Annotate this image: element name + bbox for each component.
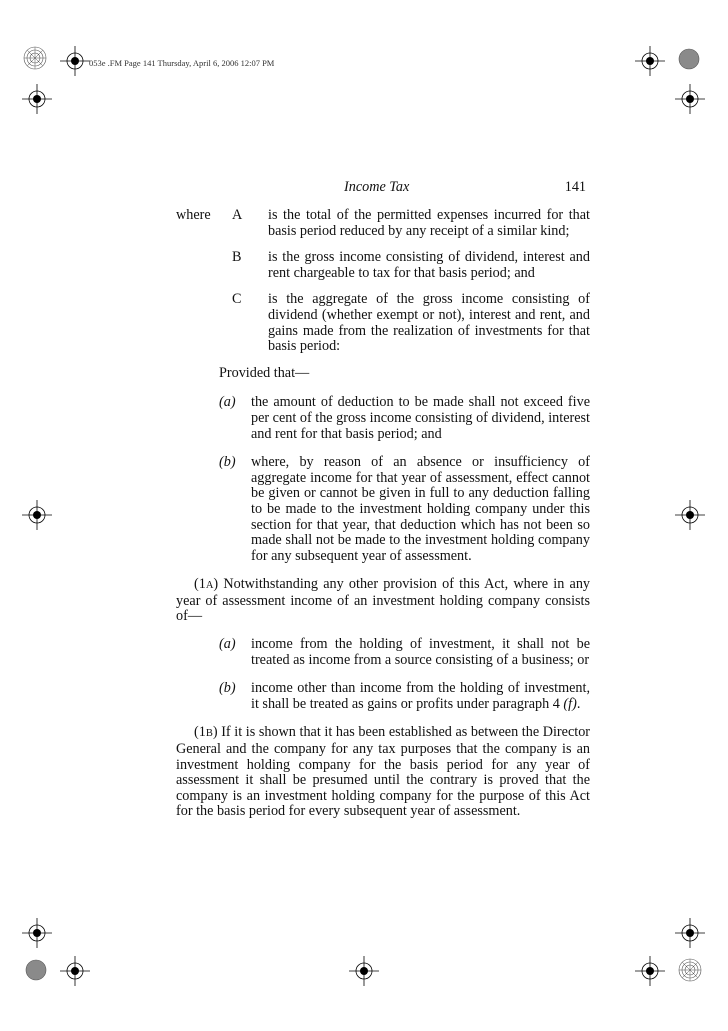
variable-definition xyxy=(176,208,590,239)
subsection-item xyxy=(176,637,590,668)
registration-mark-icon xyxy=(349,956,379,986)
registration-mark-icon xyxy=(22,500,52,530)
variable-letter: C xyxy=(232,291,242,308)
page-body xyxy=(176,178,590,832)
subsection-number: (1A) xyxy=(194,576,219,593)
item-text: where, by reason of an absence or insufficiency of aggregate income for that year of assessment, effect cannot be given or cannot be given in full to any deduction falling to be made to the investment holding company under this section for that year, that deduction which has not been so made shall not be made to the investment holding company for any subsequent year of assessment. xyxy=(251,454,590,564)
variable-definition xyxy=(176,250,590,281)
item-text: the amount of deduction to be made shall not exceed five per cent of the gross income consisting of dividend, interest and rent for that basis period; and xyxy=(251,394,590,442)
registration-mark-icon xyxy=(22,918,52,948)
variable-description: is the aggregate of the gross income consisting of dividend (whether exempt or not), interest and rent, and gains made from the realization of investments for that basis period: xyxy=(268,291,590,355)
registration-mark-icon xyxy=(635,46,665,76)
variable-letter: B xyxy=(232,249,242,266)
proviso-item xyxy=(176,455,590,564)
subsection-number: (1B) xyxy=(194,724,218,741)
gray-dot-icon xyxy=(24,958,48,982)
variable-description: is the total of the permitted expenses incurred for that basis period reduced by any receipt of a similar kind; xyxy=(268,207,590,239)
item-text: income from the holding of investment, it shall not be treated as income from a source consisting of a business; or xyxy=(251,636,590,668)
variable-definition xyxy=(176,292,590,354)
registration-mark-icon xyxy=(675,84,705,114)
subsection-1a xyxy=(176,577,590,625)
subsection-1b xyxy=(176,725,590,820)
subsection-text: Notwithstanding any other provision of this Act, where in any year of assessment income of an investment holding company consists of— xyxy=(176,576,591,625)
proviso-heading: Provided that— xyxy=(219,364,310,381)
running-title: Income Tax xyxy=(344,179,410,195)
item-text: income other than income from the holding of investment, it shall be treated as gains or profits under paragraph 4 (f). xyxy=(251,680,590,712)
item-marker: (a) xyxy=(219,636,236,653)
variable-description: is the gross income consisting of dividend, interest and rent chargeable to tax for that basis period; and xyxy=(268,249,590,281)
subsection-text: If it is shown that it has been established as between the Director General and the company for any tax purposes that the company is an investment holding company for the basis period for any year of assessment it shall be presumed until the contrary is proved that the company is an investment holding company for the purpose of this Act for the basis period for every subsequent year of assessment. xyxy=(176,724,591,820)
page-number: 141 xyxy=(564,179,586,195)
item-marker: (a) xyxy=(219,394,236,411)
proviso-item xyxy=(176,395,590,442)
registration-mark-icon xyxy=(635,956,665,986)
subsection-item xyxy=(176,681,590,712)
starburst-target-icon xyxy=(22,45,48,71)
registration-mark-icon xyxy=(675,500,705,530)
registration-mark-icon xyxy=(675,918,705,948)
variable-letter: A xyxy=(232,207,243,223)
item-marker: (b) xyxy=(219,454,236,471)
item-marker: (b) xyxy=(219,680,236,697)
registration-mark-icon xyxy=(22,84,52,114)
registration-mark-icon xyxy=(60,46,90,76)
starburst-target-icon xyxy=(677,957,703,983)
page-slug: 053e .FM Page 141 Thursday, April 6, 2006 12:07 PM xyxy=(89,58,275,68)
where-label: where xyxy=(176,207,211,223)
running-header xyxy=(176,178,590,198)
gray-dot-icon xyxy=(677,47,701,71)
registration-mark-icon xyxy=(60,956,90,986)
